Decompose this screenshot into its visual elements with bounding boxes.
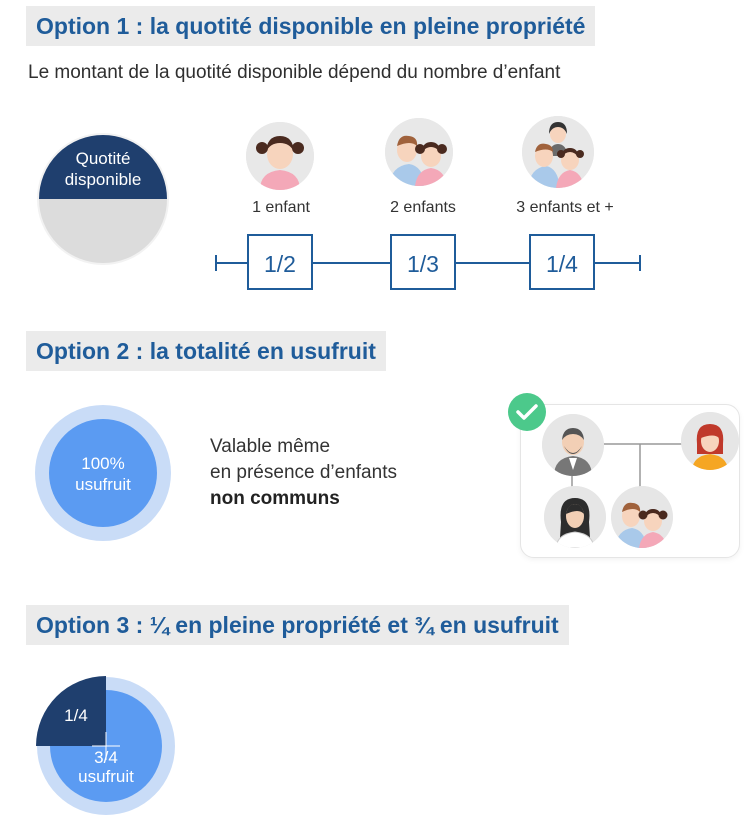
quarter-label: 1/4: [64, 706, 88, 725]
option1-subtitle: Le montant de la quotité disponible dépend du nombre d’enfant: [28, 62, 561, 83]
woman-avatar-icon: [544, 486, 606, 548]
two-children-avatar-icon: [385, 118, 453, 186]
rest-line2: usufruit: [78, 767, 134, 786]
check-icon: [507, 392, 547, 432]
children-avatar-icon: [611, 486, 673, 548]
rest-line1: 3/4: [94, 748, 118, 767]
man-avatar-icon: [542, 414, 604, 476]
child-label-1: 1 enfant: [252, 199, 310, 216]
girl-red-hair-icon: [681, 412, 739, 470]
family-avatar-icon: [522, 116, 594, 188]
split-pie: [36, 676, 176, 816]
valable-line1: Valable même: [210, 436, 331, 457]
child-label-3: 3 enfants et +: [516, 199, 614, 216]
fraction-box-1: 1/2: [247, 234, 313, 290]
ring-line2: usufruit: [75, 475, 131, 494]
valable-line2: en présence d’enfants: [210, 462, 397, 483]
option1-title: Option 1 : la quotité disponible en pleine propriété: [26, 6, 595, 46]
valable-line3: non communs: [210, 488, 340, 509]
option3-title: Option 3 : ¼ en pleine propriété et ¾ en usufruit: [26, 605, 569, 645]
option2-title: Option 2 : la totalité en usufruit: [26, 331, 386, 371]
fraction-box-3: 1/4: [529, 234, 595, 290]
usufruit-ring: [34, 404, 172, 542]
fraction-box-2: 1/3: [390, 234, 456, 290]
valable-text: [210, 434, 397, 512]
ring-line1: 100%: [81, 454, 125, 473]
pie-label-line2: disponible: [64, 170, 142, 189]
quotite-pie: [36, 132, 170, 266]
pie-label-line1: Quotité: [75, 149, 131, 168]
child-label-2: 2 enfants: [390, 199, 456, 216]
girl-avatar-icon: [246, 122, 314, 190]
